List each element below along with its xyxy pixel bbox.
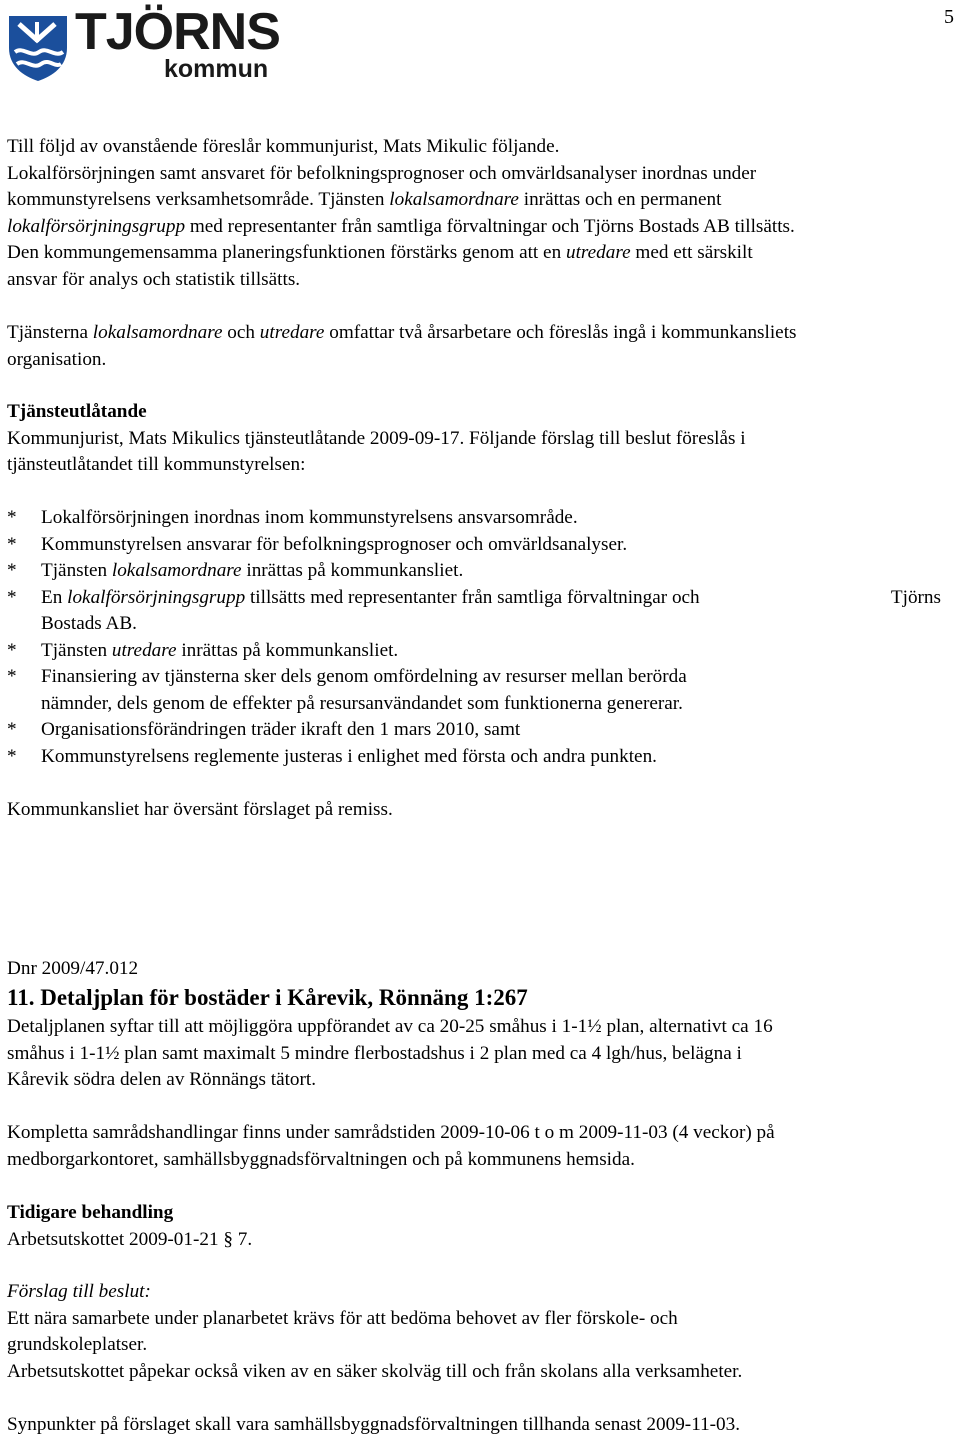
list-item: * Tjänsten lokalsamordnare inrättas på kommunkansliet. [7, 560, 464, 581]
intro-line: kommunstyrelsens verksamhetsområde. Tjänsten lokalsamordnare inrättas och en permanent [7, 189, 722, 210]
dnr-reference: Dnr 2009/47.012 [7, 958, 139, 979]
previous-handling: Tidigare behandling Arbetsutskottet 2009-01-21 § 7. [7, 1200, 957, 1253]
coat-of-arms-icon [7, 14, 69, 82]
intro-line: Den kommungemensamma planeringsfunktionen förstärks genom att en utredare med ett särskilt [7, 242, 753, 263]
proposal-section: Förslag till beslut: Ett nära samarbete under planarbetet krävs för att bedöma behovet av fler förskole- och grundskoleplatser. Arbetsutskottet påpekar också viken av en säker skolväg till och från skolans alla verksamheter. [7, 1279, 957, 1385]
statement-line: tjänsteutlåtandet till kommunstyrelsen: [7, 454, 306, 475]
logo-subtitle: kommun [164, 55, 269, 83]
tjorns-kommun-logo [7, 3, 280, 84]
item-title: 11. Detaljplan för bostäder i Kårevik, Rönnäng 1:267 [7, 985, 528, 1010]
intro-line: Till följd av ovanstående föreslår kommunjurist, Mats Mikulic följande. [7, 136, 560, 157]
statement-section [7, 399, 957, 479]
statement-heading: Tjänsteutlåtande [7, 401, 147, 422]
intro-line: Lokalförsörjningen samt ansvaret för befolkningsprognoser och omvärldsanalyser inordnas under [7, 162, 757, 184]
intro-line: ansvar för analys och statistik tillsätts. [7, 268, 301, 290]
remiss-note: Kommunkansliet har översänt förslaget på remiss. [7, 799, 393, 820]
intro-line: lokalförsörjningsgrupp med representanter från samtliga förvaltningar och Tjörns Bostads AB tillsätts. [7, 215, 795, 237]
list-item: * Lokalförsörjningen inordnas inom kommunstyrelsens ansvarsområde. [7, 507, 578, 528]
previous-handling-heading: Tidigare behandling [7, 1202, 174, 1223]
list-item: * Tjänsten utredare inrättas på kommunkansliet. [7, 639, 399, 661]
page-number: 5 [944, 6, 954, 28]
list-item: * Kommunstyrelsen ansvarar för befolkningsprognoser och omvärldsanalyser. [7, 533, 628, 555]
services-paragraph: Tjänsterna lokalsamordnare och utredare omfattar två årsarbetare och föreslås ingå i kommunkansliets organisation. [7, 322, 797, 370]
proposal-heading: Förslag till beslut: [7, 1281, 151, 1302]
statement-line: Kommunjurist, Mats Mikulics tjänsteutlåtande 2009-09-17. Följande förslag till beslut föreslås i [7, 427, 746, 449]
list-item: * Kommunstyrelsens reglemente justeras i enlighet med första och andra punkten. [7, 745, 657, 767]
logo-wordmark: TJÖRNS [75, 3, 280, 61]
proposal-bullet-list [7, 505, 957, 770]
item-description: Detaljplanen syftar till att möjliggöra uppförandet av ca 20-25 småhus i 1-1½ plan, alternativt ca 16 småhus i 1-1½ plan samt maximalt 5 mindre flerbostadshus i 2 plan med ca 4 lgh/hus, belägna i Kårevik södra delen av Rönnängs tätort. [7, 1016, 773, 1090]
list-item: * Finansiering av tjänsterna sker dels genom omfördelning av resurser mellan berörda nämnder, dels genom de effekter på resursanvändandet som funktionerna genererar. [7, 666, 687, 714]
remarks-deadline: Synpunkter på förslaget skall vara samhällsbyggnadsförvaltningen tillhanda senast 2009-11-03. [7, 1414, 741, 1435]
consultation-paragraph: Kompletta samrådshandlingar finns under samrådstiden 2009-10-06 t o m 2009-11-03 (4 veckor) på medborgarkontoret, samhällsbyggnadsförvaltningen och på kommunens hemsida. [7, 1122, 775, 1170]
list-item: * Organisationsförändringen träder ikraft den 1 mars 2010, samt [7, 719, 521, 740]
intro-paragraph [7, 134, 957, 293]
list-item: * En lokalförsörjningsgrupp tillsätts med representanter från samtliga förvaltningar och Tjörns Bostads AB. [7, 586, 941, 634]
